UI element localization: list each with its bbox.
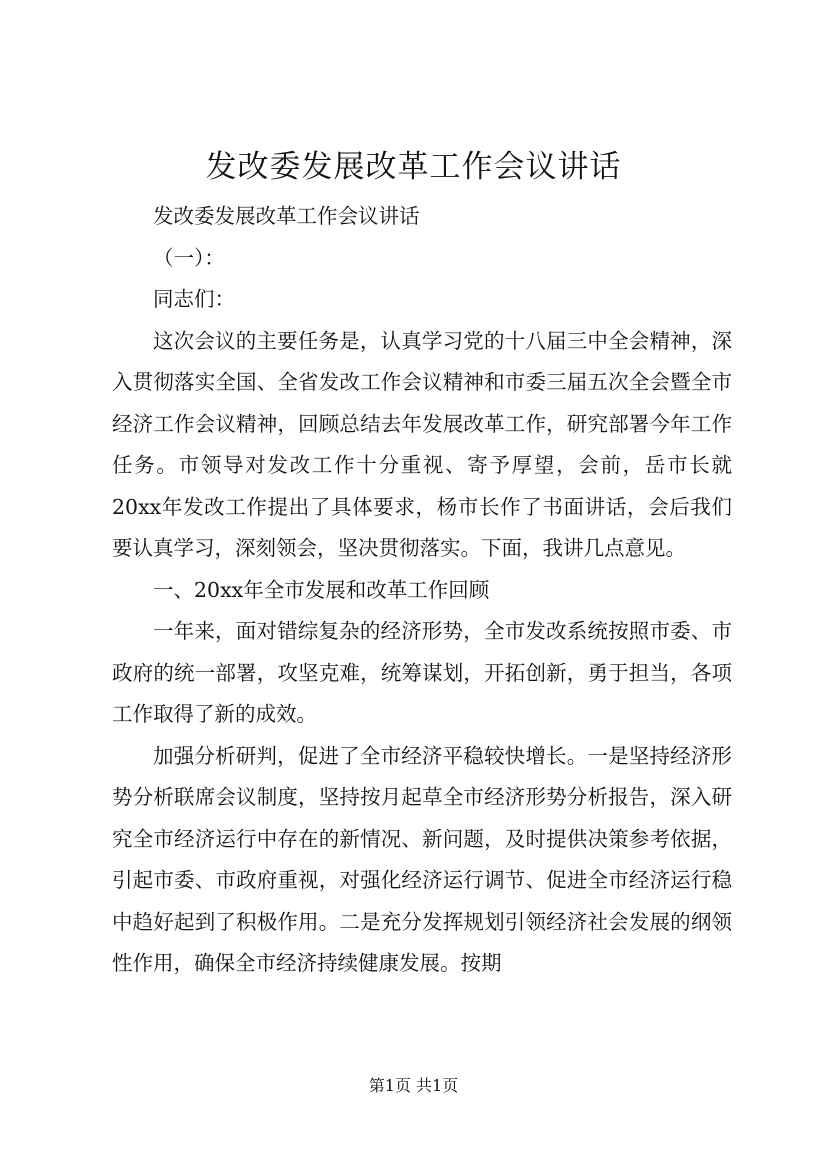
review-paragraph: 一年来，面对错综复杂的经济形势，全市发改系统按照市委、市政府的统一部署，攻坚克难，统筹谋划，开拓创新，勇于担当，各项工作取得了新的成效。 — [112, 619, 732, 726]
analysis-paragraph: 加强分析研判，促进了全市经济平稳较快增长。一是坚持经济形势分析联席会议制度，坚持按月起草全市经济形势分析报告，深入研究全市经济运行中存在的新情况、新问题，及时提供决策参考依据，引起市委、市政府重视，对强化经济运行调节、促进全市经济运行稳中趋好起到了积极作用。二是充分发挥规划引领经济社会发展的纲领性作用，确保全市经济持续健康发展。按期 — [112, 743, 732, 975]
page-footer: 第1页 共1页 — [368, 1076, 459, 1095]
document-title: 发改委发展改革工作会议讲话 — [205, 149, 622, 185]
section-heading: 一、20xx年全市发展和改革工作回顾 — [153, 577, 490, 602]
section-number-paragraph: （一）： — [153, 245, 225, 270]
salutation-paragraph: 同志们： — [153, 287, 235, 311]
document-body — [112, 196, 732, 985]
subtitle-paragraph: 发改委发展改革工作会议讲话 — [153, 204, 420, 228]
intro-paragraph: 这次会议的主要任务是，认真学习党的十八届三中全会精神，深入贯彻落实全国、全省发改工作会议精神和市委三届五次全会暨全市经济工作会议精神，回顾总结去年发展改革工作，研究部署今年工作任务。市领导对发改工作十分重视、寄予厚望，会前，岳市长就20xx年发改工作提出了具体要求，杨市长作了书面讲话，会后我们要认真学习，深刻领会，坚决贯彻落实。下面，我讲几点意见。 — [112, 328, 732, 560]
